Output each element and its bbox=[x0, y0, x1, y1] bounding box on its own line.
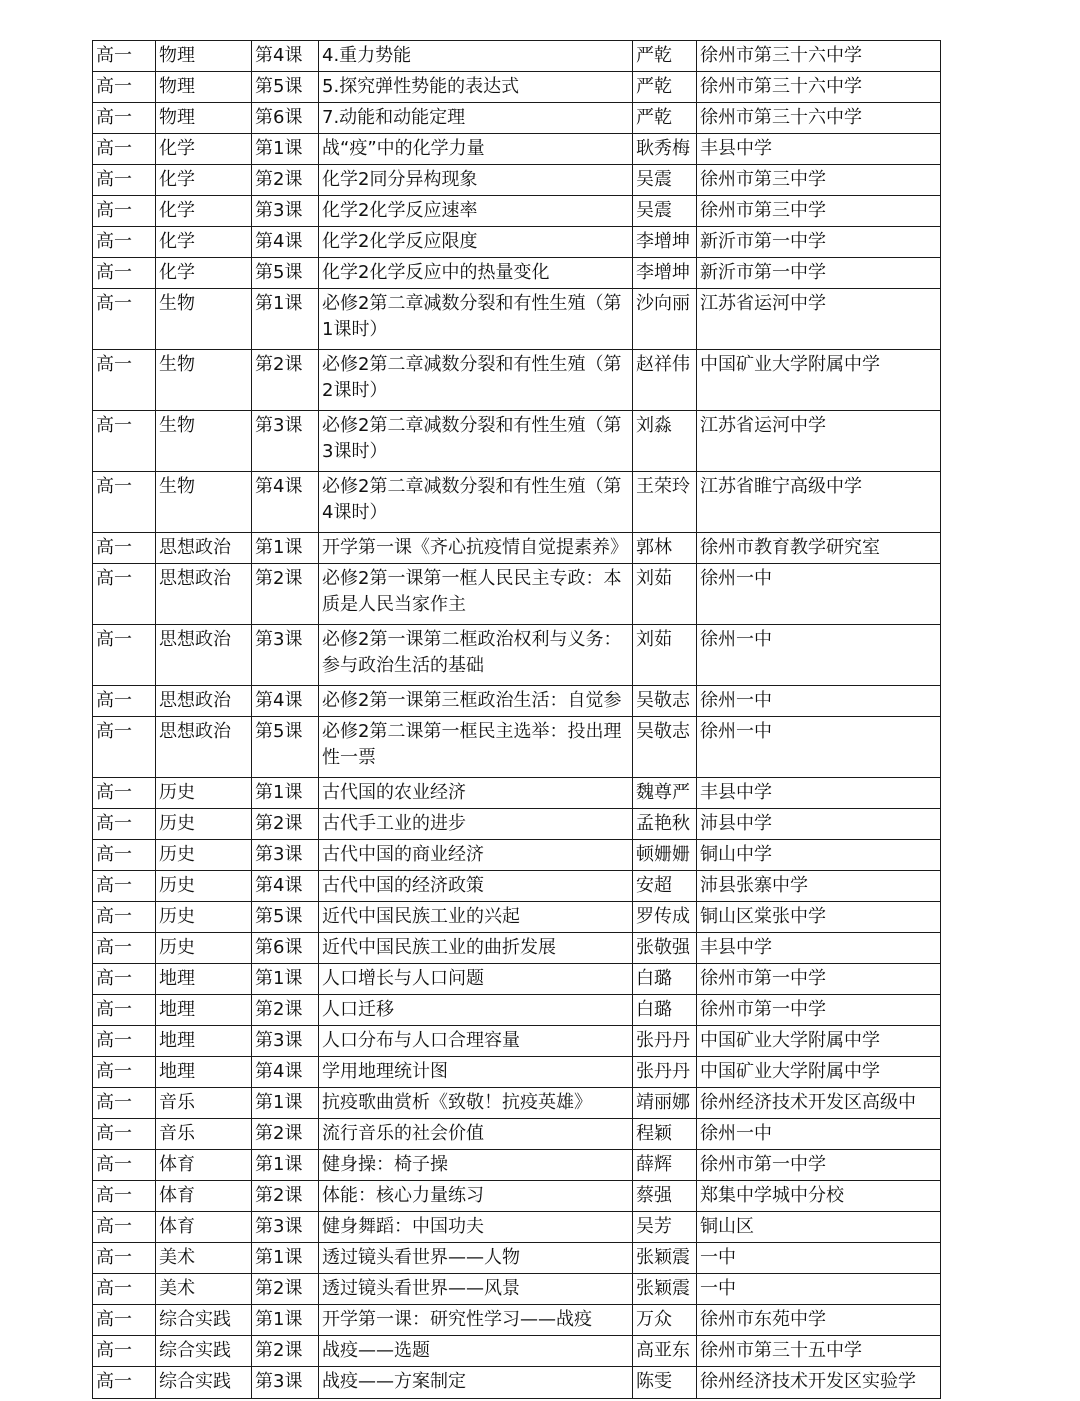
subject-cell: 历史 bbox=[156, 809, 252, 840]
lesson-title-cell: 人口增长与人口问题 bbox=[319, 964, 633, 995]
grade-cell: 高一 bbox=[93, 686, 156, 717]
table-row bbox=[93, 625, 941, 686]
school-cell: 徐州一中 bbox=[697, 686, 941, 717]
lesson-title-cell: 古代中国的经济政策 bbox=[319, 871, 633, 902]
teacher-cell: 刘淼 bbox=[633, 411, 697, 472]
lesson-title-cell: 健身操：椅子操 bbox=[319, 1150, 633, 1181]
grade-cell: 高一 bbox=[93, 809, 156, 840]
teacher-cell: 靖丽娜 bbox=[633, 1088, 697, 1119]
lesson-cell: 第4课 bbox=[252, 472, 319, 533]
lesson-cell: 第5课 bbox=[252, 258, 319, 289]
subject-cell: 体育 bbox=[156, 1212, 252, 1243]
lesson-cell: 第4课 bbox=[252, 41, 319, 72]
table-row bbox=[93, 1026, 941, 1057]
school-cell: 徐州一中 bbox=[697, 1119, 941, 1150]
teacher-cell: 万众 bbox=[633, 1305, 697, 1336]
grade-cell: 高一 bbox=[93, 717, 156, 778]
table-row bbox=[93, 686, 941, 717]
subject-cell: 化学 bbox=[156, 227, 252, 258]
teacher-cell: 张丹丹 bbox=[633, 1026, 697, 1057]
table-row bbox=[93, 1119, 941, 1150]
teacher-cell: 白璐 bbox=[633, 964, 697, 995]
table-row bbox=[93, 564, 941, 625]
lesson-title-cell: 流行音乐的社会价值 bbox=[319, 1119, 633, 1150]
teacher-cell: 薛辉 bbox=[633, 1150, 697, 1181]
table-row bbox=[93, 809, 941, 840]
lesson-title-cell: 战疫——选题 bbox=[319, 1336, 633, 1367]
lesson-title-cell: 必修2第一课第一框人民民主专政：本质是人民当家作主 bbox=[319, 564, 633, 625]
lesson-title-cell: 7.动能和动能定理 bbox=[319, 103, 633, 134]
lesson-cell: 第3课 bbox=[252, 840, 319, 871]
school-cell: 徐州市第三十六中学 bbox=[697, 103, 941, 134]
teacher-cell: 张丹丹 bbox=[633, 1057, 697, 1088]
subject-cell: 思想政治 bbox=[156, 533, 252, 564]
table-row bbox=[93, 1243, 941, 1274]
grade-cell: 高一 bbox=[93, 1274, 156, 1305]
lesson-cell: 第4课 bbox=[252, 1057, 319, 1088]
grade-cell: 高一 bbox=[93, 564, 156, 625]
lesson-title-cell: 化学2化学反应速率 bbox=[319, 196, 633, 227]
grade-cell: 高一 bbox=[93, 625, 156, 686]
lesson-cell: 第5课 bbox=[252, 902, 319, 933]
teacher-cell: 吴芳 bbox=[633, 1212, 697, 1243]
grade-cell: 高一 bbox=[93, 1057, 156, 1088]
grade-cell: 高一 bbox=[93, 1212, 156, 1243]
grade-cell: 高一 bbox=[93, 1181, 156, 1212]
table-row bbox=[93, 258, 941, 289]
lesson-title-cell: 人口迁移 bbox=[319, 995, 633, 1026]
table-row bbox=[93, 1150, 941, 1181]
lesson-cell: 第3课 bbox=[252, 1026, 319, 1057]
lesson-cell: 第3课 bbox=[252, 411, 319, 472]
table-row bbox=[93, 995, 941, 1026]
subject-cell: 历史 bbox=[156, 778, 252, 809]
lesson-cell: 第3课 bbox=[252, 196, 319, 227]
subject-cell: 历史 bbox=[156, 840, 252, 871]
teacher-cell: 高亚东 bbox=[633, 1336, 697, 1367]
school-cell: 丰县中学 bbox=[697, 134, 941, 165]
lesson-cell: 第1课 bbox=[252, 964, 319, 995]
grade-cell: 高一 bbox=[93, 871, 156, 902]
grade-cell: 高一 bbox=[93, 411, 156, 472]
school-cell: 中国矿业大学附属中学 bbox=[697, 350, 941, 411]
lesson-cell: 第2课 bbox=[252, 350, 319, 411]
school-cell: 中国矿业大学附属中学 bbox=[697, 1026, 941, 1057]
school-cell: 铜山区棠张中学 bbox=[697, 902, 941, 933]
teacher-cell: 孟艳秋 bbox=[633, 809, 697, 840]
table-row bbox=[93, 778, 941, 809]
subject-cell: 思想政治 bbox=[156, 625, 252, 686]
lesson-title-cell: 古代手工业的进步 bbox=[319, 809, 633, 840]
table-row bbox=[93, 871, 941, 902]
lesson-title-cell: 人口分布与人口合理容量 bbox=[319, 1026, 633, 1057]
teacher-cell: 沙向丽 bbox=[633, 289, 697, 350]
grade-cell: 高一 bbox=[93, 289, 156, 350]
grade-cell: 高一 bbox=[93, 933, 156, 964]
table-row bbox=[93, 964, 941, 995]
teacher-cell: 严乾 bbox=[633, 72, 697, 103]
lesson-cell: 第1课 bbox=[252, 1305, 319, 1336]
school-cell: 徐州经济技术开发区高级中 bbox=[697, 1088, 941, 1119]
course-schedule-table bbox=[92, 40, 941, 1399]
table-row bbox=[93, 717, 941, 778]
subject-cell: 地理 bbox=[156, 1057, 252, 1088]
table-row bbox=[93, 1088, 941, 1119]
table-row bbox=[93, 227, 941, 258]
table-row bbox=[93, 902, 941, 933]
lesson-cell: 第4课 bbox=[252, 686, 319, 717]
teacher-cell: 吴敬志 bbox=[633, 717, 697, 778]
lesson-title-cell: 抗疫歌曲赏析《致敬！抗疫英雄》 bbox=[319, 1088, 633, 1119]
lesson-title-cell: 化学2同分异构现象 bbox=[319, 165, 633, 196]
grade-cell: 高一 bbox=[93, 1305, 156, 1336]
lesson-title-cell: 古代国的农业经济 bbox=[319, 778, 633, 809]
grade-cell: 高一 bbox=[93, 196, 156, 227]
school-cell: 新沂市第一中学 bbox=[697, 227, 941, 258]
table-row bbox=[93, 165, 941, 196]
lesson-cell: 第6课 bbox=[252, 103, 319, 134]
school-cell: 徐州市第三中学 bbox=[697, 165, 941, 196]
subject-cell: 地理 bbox=[156, 964, 252, 995]
table-row bbox=[93, 472, 941, 533]
teacher-cell: 赵祥伟 bbox=[633, 350, 697, 411]
grade-cell: 高一 bbox=[93, 1119, 156, 1150]
grade-cell: 高一 bbox=[93, 1088, 156, 1119]
school-cell: 一中 bbox=[697, 1274, 941, 1305]
teacher-cell: 王荣玲 bbox=[633, 472, 697, 533]
school-cell: 沛县张寨中学 bbox=[697, 871, 941, 902]
table-row bbox=[93, 72, 941, 103]
table-row bbox=[93, 103, 941, 134]
lesson-title-cell: 必修2第二章减数分裂和有性生殖（第3课时） bbox=[319, 411, 633, 472]
subject-cell: 地理 bbox=[156, 995, 252, 1026]
grade-cell: 高一 bbox=[93, 902, 156, 933]
table-row bbox=[93, 1305, 941, 1336]
teacher-cell: 白璐 bbox=[633, 995, 697, 1026]
grade-cell: 高一 bbox=[93, 778, 156, 809]
lesson-cell: 第2课 bbox=[252, 165, 319, 196]
teacher-cell: 罗传成 bbox=[633, 902, 697, 933]
school-cell: 郑集中学城中分校 bbox=[697, 1181, 941, 1212]
grade-cell: 高一 bbox=[93, 1336, 156, 1367]
school-cell: 徐州市教育教学研究室 bbox=[697, 533, 941, 564]
table-row bbox=[93, 1274, 941, 1305]
teacher-cell: 刘茹 bbox=[633, 625, 697, 686]
school-cell: 徐州一中 bbox=[697, 717, 941, 778]
lesson-title-cell: 4.重力势能 bbox=[319, 41, 633, 72]
lesson-title-cell: 开学第一课：研究性学习——战疫 bbox=[319, 1305, 633, 1336]
lesson-title-cell: 体能：核心力量练习 bbox=[319, 1181, 633, 1212]
subject-cell: 思想政治 bbox=[156, 717, 252, 778]
table-row bbox=[93, 1181, 941, 1212]
lesson-cell: 第2课 bbox=[252, 1336, 319, 1367]
subject-cell: 综合实践 bbox=[156, 1367, 252, 1399]
lesson-title-cell: 古代中国的商业经济 bbox=[319, 840, 633, 871]
grade-cell: 高一 bbox=[93, 995, 156, 1026]
subject-cell: 历史 bbox=[156, 902, 252, 933]
lesson-cell: 第1课 bbox=[252, 1243, 319, 1274]
lesson-title-cell: 学用地理统计图 bbox=[319, 1057, 633, 1088]
subject-cell: 化学 bbox=[156, 134, 252, 165]
lesson-cell: 第4课 bbox=[252, 227, 319, 258]
school-cell: 徐州市第三十六中学 bbox=[697, 41, 941, 72]
grade-cell: 高一 bbox=[93, 134, 156, 165]
school-cell: 徐州一中 bbox=[697, 564, 941, 625]
teacher-cell: 吴震 bbox=[633, 196, 697, 227]
lesson-title-cell: 必修2第一课第三框政治生活：自觉参 bbox=[319, 686, 633, 717]
school-cell: 丰县中学 bbox=[697, 778, 941, 809]
schedule-body bbox=[93, 41, 941, 1399]
teacher-cell: 程颖 bbox=[633, 1119, 697, 1150]
table-row bbox=[93, 411, 941, 472]
subject-cell: 生物 bbox=[156, 472, 252, 533]
lesson-cell: 第6课 bbox=[252, 933, 319, 964]
grade-cell: 高一 bbox=[93, 840, 156, 871]
grade-cell: 高一 bbox=[93, 1243, 156, 1274]
lesson-cell: 第1课 bbox=[252, 778, 319, 809]
lesson-title-cell: 战疫——方案制定 bbox=[319, 1367, 633, 1399]
lesson-title-cell: 开学第一课《齐心抗疫情自觉提素养》 bbox=[319, 533, 633, 564]
subject-cell: 生物 bbox=[156, 411, 252, 472]
grade-cell: 高一 bbox=[93, 103, 156, 134]
lesson-title-cell: 透过镜头看世界——人物 bbox=[319, 1243, 633, 1274]
subject-cell: 地理 bbox=[156, 1026, 252, 1057]
teacher-cell: 张颖震 bbox=[633, 1274, 697, 1305]
school-cell: 徐州市第三十五中学 bbox=[697, 1336, 941, 1367]
lesson-cell: 第2课 bbox=[252, 1181, 319, 1212]
lesson-title-cell: 近代中国民族工业的曲折发展 bbox=[319, 933, 633, 964]
lesson-cell: 第2课 bbox=[252, 995, 319, 1026]
grade-cell: 高一 bbox=[93, 1367, 156, 1399]
teacher-cell: 李增坤 bbox=[633, 258, 697, 289]
grade-cell: 高一 bbox=[93, 350, 156, 411]
lesson-cell: 第2课 bbox=[252, 1119, 319, 1150]
teacher-cell: 魏尊严 bbox=[633, 778, 697, 809]
school-cell: 丰县中学 bbox=[697, 933, 941, 964]
lesson-cell: 第1课 bbox=[252, 289, 319, 350]
lesson-title-cell: 化学2化学反应中的热量变化 bbox=[319, 258, 633, 289]
lesson-cell: 第1课 bbox=[252, 533, 319, 564]
teacher-cell: 李增坤 bbox=[633, 227, 697, 258]
lesson-title-cell: 近代中国民族工业的兴起 bbox=[319, 902, 633, 933]
lesson-title-cell: 透过镜头看世界——风景 bbox=[319, 1274, 633, 1305]
subject-cell: 体育 bbox=[156, 1181, 252, 1212]
grade-cell: 高一 bbox=[93, 964, 156, 995]
teacher-cell: 刘茹 bbox=[633, 564, 697, 625]
school-cell: 铜山区 bbox=[697, 1212, 941, 1243]
lesson-title-cell: 必修2第二章减数分裂和有性生殖（第4课时） bbox=[319, 472, 633, 533]
lesson-cell: 第5课 bbox=[252, 717, 319, 778]
grade-cell: 高一 bbox=[93, 1150, 156, 1181]
table-row bbox=[93, 1212, 941, 1243]
grade-cell: 高一 bbox=[93, 227, 156, 258]
grade-cell: 高一 bbox=[93, 258, 156, 289]
lesson-title-cell: 必修2第二章减数分裂和有性生殖（第2课时） bbox=[319, 350, 633, 411]
teacher-cell: 耿秀梅 bbox=[633, 134, 697, 165]
lesson-title-cell: 5.探究弹性势能的表达式 bbox=[319, 72, 633, 103]
subject-cell: 历史 bbox=[156, 933, 252, 964]
lesson-title-cell: 战“疫”中的化学力量 bbox=[319, 134, 633, 165]
table-row bbox=[93, 533, 941, 564]
teacher-cell: 安超 bbox=[633, 871, 697, 902]
subject-cell: 美术 bbox=[156, 1274, 252, 1305]
table-row bbox=[93, 1057, 941, 1088]
teacher-cell: 蔡强 bbox=[633, 1181, 697, 1212]
table-row bbox=[93, 134, 941, 165]
teacher-cell: 严乾 bbox=[633, 103, 697, 134]
school-cell: 一中 bbox=[697, 1243, 941, 1274]
grade-cell: 高一 bbox=[93, 41, 156, 72]
grade-cell: 高一 bbox=[93, 1026, 156, 1057]
lesson-cell: 第3课 bbox=[252, 1367, 319, 1399]
lesson-cell: 第5课 bbox=[252, 72, 319, 103]
subject-cell: 音乐 bbox=[156, 1119, 252, 1150]
lesson-title-cell: 化学2化学反应限度 bbox=[319, 227, 633, 258]
subject-cell: 生物 bbox=[156, 289, 252, 350]
school-cell: 徐州市东苑中学 bbox=[697, 1305, 941, 1336]
teacher-cell: 张敬强 bbox=[633, 933, 697, 964]
table-row bbox=[93, 289, 941, 350]
school-cell: 徐州市第一中学 bbox=[697, 1150, 941, 1181]
table-row bbox=[93, 933, 941, 964]
school-cell: 江苏省运河中学 bbox=[697, 411, 941, 472]
subject-cell: 化学 bbox=[156, 165, 252, 196]
subject-cell: 音乐 bbox=[156, 1088, 252, 1119]
grade-cell: 高一 bbox=[93, 472, 156, 533]
subject-cell: 生物 bbox=[156, 350, 252, 411]
lesson-title-cell: 必修2第二课第一框民主选举：投出理性一票 bbox=[319, 717, 633, 778]
school-cell: 徐州市第三中学 bbox=[697, 196, 941, 227]
subject-cell: 思想政治 bbox=[156, 564, 252, 625]
subject-cell: 化学 bbox=[156, 196, 252, 227]
lesson-title-cell: 健身舞蹈：中国功夫 bbox=[319, 1212, 633, 1243]
table-row bbox=[93, 196, 941, 227]
school-cell: 沛县中学 bbox=[697, 809, 941, 840]
lesson-cell: 第2课 bbox=[252, 809, 319, 840]
school-cell: 新沂市第一中学 bbox=[697, 258, 941, 289]
subject-cell: 思想政治 bbox=[156, 686, 252, 717]
subject-cell: 综合实践 bbox=[156, 1336, 252, 1367]
table-row bbox=[93, 350, 941, 411]
school-cell: 徐州经济技术开发区实验学 bbox=[697, 1367, 941, 1399]
table-row bbox=[93, 41, 941, 72]
teacher-cell: 张颖震 bbox=[633, 1243, 697, 1274]
table-row bbox=[93, 840, 941, 871]
school-cell: 徐州一中 bbox=[697, 625, 941, 686]
lesson-cell: 第2课 bbox=[252, 1274, 319, 1305]
subject-cell: 美术 bbox=[156, 1243, 252, 1274]
lesson-cell: 第2课 bbox=[252, 564, 319, 625]
teacher-cell: 吴震 bbox=[633, 165, 697, 196]
school-cell: 中国矿业大学附属中学 bbox=[697, 1057, 941, 1088]
subject-cell: 物理 bbox=[156, 103, 252, 134]
school-cell: 徐州市第三十六中学 bbox=[697, 72, 941, 103]
lesson-title-cell: 必修2第一课第二框政治权利与义务：参与政治生活的基础 bbox=[319, 625, 633, 686]
grade-cell: 高一 bbox=[93, 72, 156, 103]
subject-cell: 化学 bbox=[156, 258, 252, 289]
subject-cell: 物理 bbox=[156, 72, 252, 103]
subject-cell: 物理 bbox=[156, 41, 252, 72]
teacher-cell: 吴敬志 bbox=[633, 686, 697, 717]
teacher-cell: 陈雯 bbox=[633, 1367, 697, 1399]
subject-cell: 体育 bbox=[156, 1150, 252, 1181]
table-row bbox=[93, 1367, 941, 1399]
school-cell: 江苏省睢宁高级中学 bbox=[697, 472, 941, 533]
lesson-cell: 第3课 bbox=[252, 625, 319, 686]
school-cell: 铜山中学 bbox=[697, 840, 941, 871]
teacher-cell: 顿姗姗 bbox=[633, 840, 697, 871]
lesson-cell: 第1课 bbox=[252, 134, 319, 165]
lesson-cell: 第4课 bbox=[252, 871, 319, 902]
teacher-cell: 郭林 bbox=[633, 533, 697, 564]
table-row bbox=[93, 1336, 941, 1367]
school-cell: 徐州市第一中学 bbox=[697, 995, 941, 1026]
grade-cell: 高一 bbox=[93, 533, 156, 564]
lesson-cell: 第1课 bbox=[252, 1088, 319, 1119]
school-cell: 江苏省运河中学 bbox=[697, 289, 941, 350]
lesson-title-cell: 必修2第二章减数分裂和有性生殖（第1课时） bbox=[319, 289, 633, 350]
school-cell: 徐州市第一中学 bbox=[697, 964, 941, 995]
subject-cell: 综合实践 bbox=[156, 1305, 252, 1336]
lesson-cell: 第1课 bbox=[252, 1150, 319, 1181]
subject-cell: 历史 bbox=[156, 871, 252, 902]
lesson-cell: 第3课 bbox=[252, 1212, 319, 1243]
grade-cell: 高一 bbox=[93, 165, 156, 196]
teacher-cell: 严乾 bbox=[633, 41, 697, 72]
